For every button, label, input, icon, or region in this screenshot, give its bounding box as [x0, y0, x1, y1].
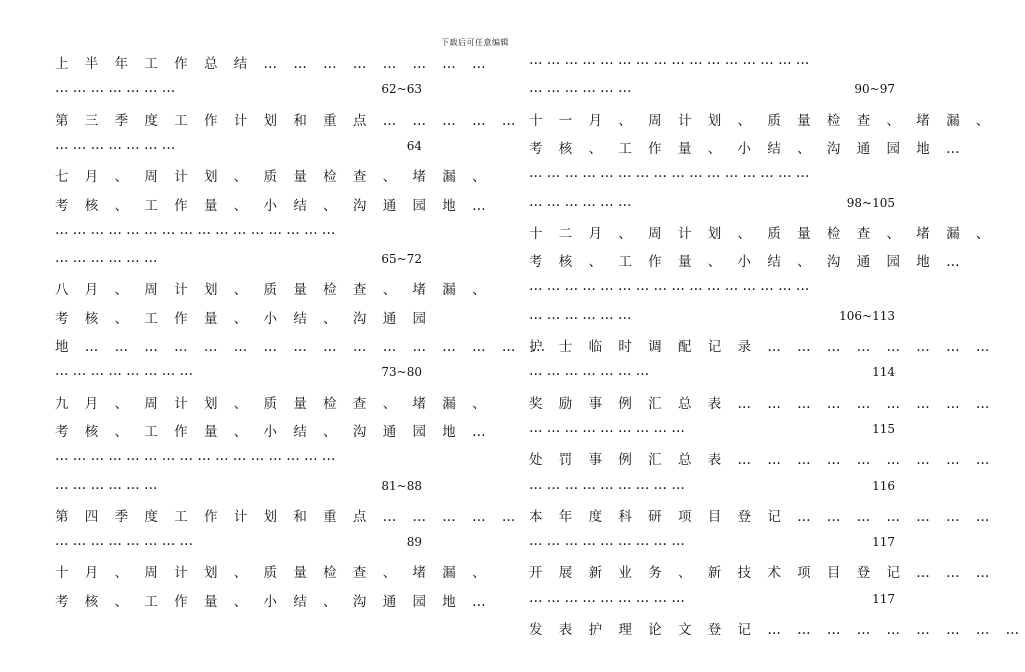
toc-line: … … … … … … … … … … … … … … … …	[529, 52, 810, 68]
toc-line: 开 展 新 业 务 、 新 技 术 项 目 登 记 … … …	[529, 565, 996, 582]
toc-line: 十 月 、 周 计 划 、 质 量 检 查 、 堵 漏 、	[55, 565, 492, 582]
toc-line: … … … … … … …	[55, 80, 176, 97]
toc-line: 九 月 、 周 计 划 、 质 量 检 查 、 堵 漏 、	[55, 395, 492, 412]
toc-line: … … … … … …	[529, 80, 632, 97]
toc-line: 八 月 、 周 计 划 、 质 量 检 查 、 堵 漏 、	[55, 282, 492, 299]
toc-line: 处 罚 事 例 汇 总 表 … … … … … … … … …	[529, 452, 996, 469]
toc-line: 奖 励 事 例 汇 总 表 … … … … … … … … …	[529, 395, 996, 412]
toc-line: 本 年 度 科 研 项 目 登 记 … … … … … … …	[529, 508, 996, 525]
toc-page-number: 81~88	[381, 478, 422, 493]
toc-line: 第 三 季 度 工 作 计 划 和 重 点 … … … … …	[55, 112, 522, 129]
toc-line: … … … … … …	[529, 306, 632, 323]
toc-line: 发 表 护 理 论 文 登 记 … … … … … … … … …	[529, 622, 1025, 638]
toc-page-number: 114	[872, 365, 895, 380]
toc-page-number: 98~105	[846, 195, 895, 210]
toc-line: 十 一 月 、 周 计 划 、 质 量 检 查 、 堵 漏 、	[529, 112, 996, 129]
toc-line: … … … … … … … … …	[529, 476, 685, 493]
toc-line: … … … … … …	[55, 476, 158, 493]
toc-line: 考 核 、 工 作 量 、 小 结 、 沟 通 园 地 …	[529, 254, 966, 271]
toc-line: … … … … … … … …	[55, 363, 194, 380]
toc-line: … … … … … … … … … … … … … … … …	[55, 221, 336, 238]
toc-page-number: 89	[406, 535, 422, 550]
toc-line: … … … … … … … … … … … … … … … …	[529, 278, 810, 295]
toc-page-number: 115	[872, 421, 895, 436]
toc-page-number: 116	[872, 478, 895, 493]
toc-line: … … … … … … … …	[55, 533, 194, 550]
toc-line: … … … … … …	[55, 250, 158, 267]
toc-line: … … … … … … … … …	[529, 533, 685, 550]
toc-line: 考 核 、 工 作 量 、 小 结 、 沟 通 园 地 …	[55, 423, 492, 440]
toc-line: … … … … … … …	[529, 363, 650, 380]
toc-page-number: 64	[406, 138, 422, 153]
toc-line: 考 核 、 工 作 量 、 小 结 、 沟 通 园	[55, 310, 432, 327]
toc-line: … … … … … … … … … … … … … … … …	[529, 165, 810, 182]
toc-line: 十 二 月 、 周 计 划 、 质 量 检 查 、 堵 漏 、	[529, 225, 996, 242]
toc-page-number: 117	[872, 535, 895, 550]
toc-line: … … … … … … …	[55, 136, 176, 153]
toc-page-number: 62~63	[381, 82, 422, 97]
toc-line: 考 核 、 工 作 量 、 小 结 、 沟 通 园 地 …	[529, 140, 966, 157]
toc-line: … … … … … … … … …	[529, 589, 685, 606]
toc-line: 上 半 年 工 作 总 结 … … … … … … … …	[55, 56, 492, 72]
toc-line: 七 月 、 周 计 划 、 质 量 检 查 、 堵 漏 、	[55, 169, 492, 186]
toc-line: … … … … … … … … …	[529, 419, 685, 436]
toc-line: 考 核 、 工 作 量 、 小 结 、 沟 通 园 地 …	[55, 197, 492, 214]
toc-page-number: 90~97	[854, 82, 895, 97]
toc-line: 第 四 季 度 工 作 计 划 和 重 点 … … … … …	[55, 508, 522, 525]
toc-line: 考 核 、 工 作 量 、 小 结 、 沟 通 园 地 …	[55, 593, 492, 610]
page-header: 下载后可任意编辑	[441, 38, 509, 47]
toc-line: 地 … … … … … … … … … … … … … … … …	[55, 339, 552, 355]
toc-line: 护 士 临 时 调 配 记 录 … … … … … … … …	[529, 339, 996, 355]
toc-page-number: 65~72	[381, 252, 422, 267]
toc-line: … … … … … … … … … … … … … … … …	[55, 448, 336, 465]
toc-line: … … … … … …	[529, 193, 632, 210]
toc-page-number: 117	[872, 591, 895, 606]
toc-page-number: 106~113	[839, 308, 895, 323]
toc-page-number: 73~80	[381, 365, 422, 380]
